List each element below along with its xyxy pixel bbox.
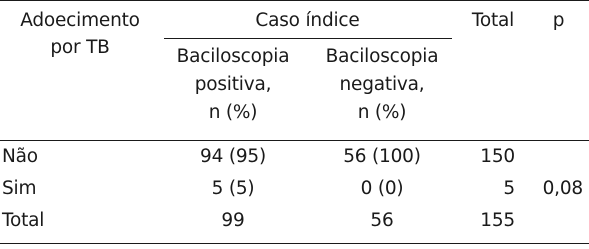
- col-header-positiva-line2: positiva,: [194, 74, 272, 95]
- cell-positiva: 94 (95): [200, 146, 266, 167]
- header-bottom-rule: [0, 140, 589, 141]
- row-label: Total: [2, 210, 45, 231]
- col-header-p: p: [552, 10, 565, 31]
- cell-p: 0,08: [542, 178, 583, 199]
- col-header-positiva-line1: Baciloscopia: [176, 46, 290, 67]
- col-header-total: Total: [471, 10, 515, 31]
- cell-total: 5: [503, 178, 515, 199]
- table-bottom-rule: [0, 243, 589, 244]
- cell-positiva: 99: [221, 210, 245, 231]
- row-label-header-line2: por TB: [50, 37, 110, 58]
- cell-total: 155: [480, 210, 515, 231]
- row-label-header-line1: Adoecimento: [20, 10, 140, 31]
- col-header-negativa-line2: negativa,: [339, 74, 425, 95]
- col-header-negativa-line1: Baciloscopia: [325, 46, 439, 67]
- col-header-positiva-line3: n (%): [208, 102, 258, 123]
- cell-negativa: 56: [370, 210, 394, 231]
- cell-total: 150: [480, 146, 515, 167]
- group-header-caso-indice: Caso índice: [255, 10, 360, 31]
- row-label: Não: [2, 146, 38, 167]
- cell-negativa: 56 (100): [343, 146, 421, 167]
- group-header-underline: [164, 38, 452, 39]
- cell-positiva: 5 (5): [211, 178, 255, 199]
- cell-negativa: 0 (0): [360, 178, 404, 199]
- col-header-negativa-line3: n (%): [357, 102, 407, 123]
- row-label: Sim: [2, 178, 37, 199]
- table-top-rule: [0, 0, 589, 1]
